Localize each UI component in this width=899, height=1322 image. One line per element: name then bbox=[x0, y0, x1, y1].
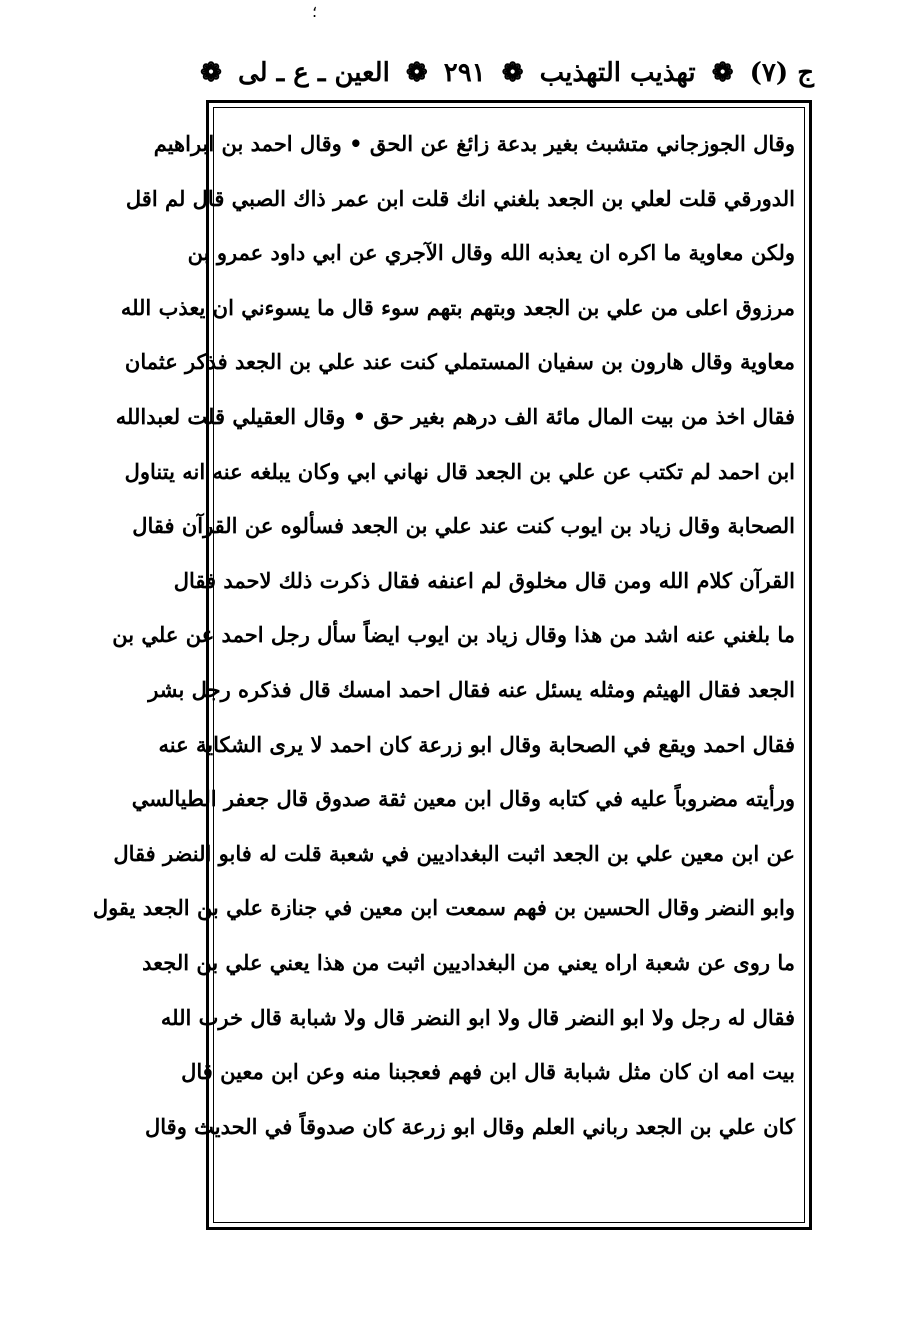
ornament-icon: ❁ bbox=[405, 58, 428, 88]
running-header bbox=[200, 48, 814, 98]
text-line: ابن احمد لم تكتب عن علي بن الجعد قال نهاني ابي وكان يبلغه عنه انه يتناول bbox=[124, 458, 795, 484]
text-line: مرزوق اعلى من علي بن الجعد وبتهم بتهم سوء قال ما يسوءني ان يعذب الله bbox=[120, 294, 795, 320]
text-line: الصحابة وقال زياد بن ايوب كنت عند علي بن الجعد فسألوه عن القرآن فقال bbox=[132, 513, 795, 539]
text-line: الدورقي قلت لعلي بن الجعد بلغني انك قلت ابن عمر ذاك الصبي قال لم اقل bbox=[125, 185, 795, 211]
text-line: عن ابن معين علي بن الجعد اثبت البغداديين في شعبة قلت له فابو النضر فقال bbox=[113, 840, 795, 866]
ornament-icon: ❁ bbox=[711, 58, 734, 88]
text-line: ولكن معاوية ما اكره ان يعذبه الله وقال الآجري عن ابي داود عمرو بن bbox=[187, 240, 795, 266]
text-line: الجعد فقال الهيثم ومثله يسئل عنه فقال احمد امسك قال فذكره رجل بشر bbox=[148, 676, 795, 702]
book-title: تهذيب التهذيب bbox=[539, 58, 696, 88]
text-line: ما روى عن شعبة اراه يعني من البغداديين اثبت من هذا يعني علي بن الجعد bbox=[142, 949, 795, 975]
text-line: ورأيته مضروباً عليه في كتابه وقال ابن معين ثقة صدوق قال جعفر الطيالسي bbox=[131, 786, 795, 812]
text-line: وابو النضر وقال الحسين بن فهم سمعت ابن معين في جنازة علي بن الجعد يقول bbox=[92, 895, 795, 921]
text-line: فقال له رجل ولا ابو النضر قال ولا ابو النضر قال ولا شبابة قال خرب الله bbox=[160, 1004, 795, 1030]
text-line: بيت امه ان كان مثل شبابة قال ابن فهم فعجبنا منه وعن ابن معين قال bbox=[181, 1059, 795, 1085]
section-title: العين ـ ع ـ لى bbox=[237, 58, 390, 88]
text-line: ما بلغني عنه اشد من هذا وقال زياد بن ايوب ايضاً سأل رجل احمد عن علي بن bbox=[112, 622, 795, 648]
volume-number: ج (٧) bbox=[749, 58, 814, 88]
text-line: كان علي بن الجعد رباني العلم وقال ابو زرعة كان صدوقاً في الحديث وقال bbox=[145, 1113, 795, 1139]
ornament-icon: ❁ bbox=[200, 58, 222, 88]
ornament-icon: ❁ bbox=[501, 58, 524, 88]
text-line: القرآن كلام الله ومن قال مخلوق لم اعنفه فقال ذكرت ذلك لاحمد فقال bbox=[173, 567, 795, 593]
top-mark: ؛ bbox=[312, 2, 318, 21]
page-frame bbox=[92, 100, 812, 1230]
text-line: وقال الجوزجاني متشبث بغير بدعة زائغ عن الحق • وقال احمد بن ابراهيم bbox=[153, 131, 795, 156]
text-line: فقال اخذ من بيت المال مائة الف درهم بغير حق • وقال العقيلي قلت لعبدالله bbox=[115, 403, 795, 429]
text-line: معاوية وقال هارون بن سفيان المستملي كنت عند علي بن الجعد فذكر عثمان bbox=[124, 349, 795, 375]
page-number: ٢٩١ bbox=[443, 58, 486, 88]
body-text bbox=[92, 117, 795, 1154]
text-line: فقال احمد ويقع في الصحابة وقال ابو زرعة كان احمد لا يرى الشكاية عنه bbox=[158, 731, 795, 757]
